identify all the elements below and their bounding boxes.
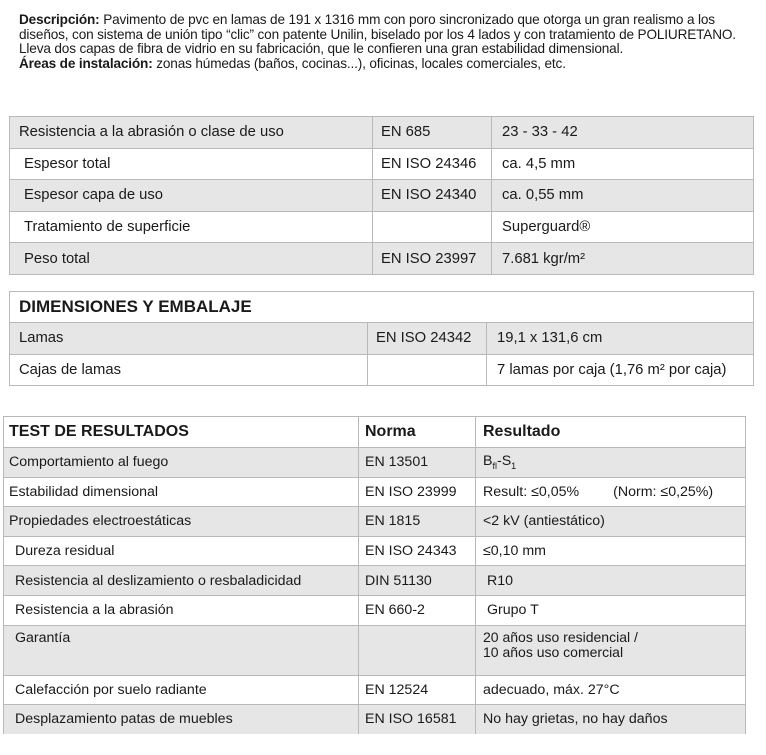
table-row	[4, 566, 746, 596]
description-label: Descripción:	[19, 12, 100, 27]
test-name: Comportamiento al fuego	[4, 448, 359, 478]
spec-value: ca. 4,5 mm	[492, 148, 754, 180]
test-name: Estabilidad dimensional	[4, 477, 359, 507]
packaging-value: 7 lamas por caja (1,76 m² por caja)	[487, 354, 754, 386]
table-row	[4, 595, 746, 625]
test-value: adecuado, máx. 27°C	[476, 675, 746, 705]
test-value: No hay grietas, no hay daños	[476, 705, 746, 734]
test-name: Propiedades electroestáticas	[4, 507, 359, 537]
test-norm	[359, 625, 476, 675]
test-value	[476, 448, 746, 478]
spec-name: Espesor capa de uso	[10, 180, 373, 212]
test-value: Grupo T	[476, 595, 746, 625]
test-header-value: Resultado	[476, 417, 746, 448]
table-row	[10, 323, 754, 355]
spec-value: Superguard®	[492, 211, 754, 243]
test-name: Resistencia al deslizamiento o resbaladicidad	[4, 566, 359, 596]
table-row	[4, 705, 746, 734]
stability-result: Result: ≤0,05%	[483, 483, 580, 500]
table-row	[4, 675, 746, 705]
fire-smoke-sub: 1	[511, 461, 517, 472]
packaging-title: DIMENSIONES Y EMBALAJE	[10, 292, 754, 323]
packaging-norm: EN ISO 24342	[368, 323, 487, 355]
spec-norm: EN ISO 23997	[373, 243, 492, 275]
test-norm: EN 12524	[359, 675, 476, 705]
spec-norm: EN ISO 24346	[373, 148, 492, 180]
test-name: Dureza residual	[4, 536, 359, 566]
test-name: Resistencia a la abrasión	[4, 595, 359, 625]
areas-label: Áreas de instalación:	[19, 55, 153, 71]
packaging-name: Cajas de lamas	[10, 354, 368, 386]
test-header-name: TEST DE RESULTADOS	[4, 417, 359, 448]
table-row	[10, 117, 754, 149]
test-header-norm: Norma	[359, 417, 476, 448]
test-results-table	[3, 416, 746, 734]
test-norm: EN ISO 23999	[359, 477, 476, 507]
table-row	[4, 625, 746, 675]
test-value: <2 kV (antiestático)	[476, 507, 746, 537]
packaging-name: Lamas	[10, 323, 368, 355]
spec-name: Resistencia a la abrasión o clase de uso	[10, 117, 373, 149]
table-row	[10, 211, 754, 243]
table-row	[4, 477, 746, 507]
fire-class: B	[483, 453, 493, 470]
table-header-row	[10, 292, 754, 323]
packaging-table	[9, 291, 754, 386]
spec-name: Tratamiento de superficie	[10, 211, 373, 243]
specs-table	[9, 116, 754, 275]
table-row	[4, 448, 746, 478]
spec-norm: EN 685	[373, 117, 492, 149]
test-value: R10	[476, 566, 746, 596]
test-norm: DIN 51130	[359, 566, 476, 596]
test-norm: EN ISO 16581	[359, 705, 476, 734]
table-row	[10, 243, 754, 275]
packaging-norm	[368, 354, 487, 386]
spec-value: ca. 0,55 mm	[492, 180, 754, 212]
table-row	[4, 536, 746, 566]
table-row	[10, 180, 754, 212]
spec-value: 23 - 33 - 42	[492, 117, 754, 149]
spec-name: Peso total	[10, 243, 373, 275]
warranty-residential: 20 años uso residencial /	[483, 628, 638, 645]
test-value	[476, 477, 746, 507]
table-row	[4, 507, 746, 537]
fire-class-sub: fl	[492, 461, 497, 472]
table-row	[10, 354, 754, 386]
stability-norm-limit: (Norm: ≤0,25%)	[613, 483, 714, 500]
warranty-commercial: 10 años uso comercial	[483, 643, 624, 660]
test-norm: EN 13501	[359, 448, 476, 478]
test-value: ≤0,10 mm	[476, 536, 746, 566]
spec-value: 7.681 kgr/m²	[492, 243, 754, 275]
packaging-value: 19,1 x 131,6 cm	[487, 323, 754, 355]
test-norm: EN ISO 24343	[359, 536, 476, 566]
spec-norm	[373, 211, 492, 243]
test-name: Garantía	[4, 625, 359, 675]
table-header-row	[4, 417, 746, 448]
product-description	[19, 13, 749, 71]
test-name: Calefacción por suelo radiante	[4, 675, 359, 705]
spec-norm: EN ISO 24340	[373, 180, 492, 212]
test-norm: EN 660-2	[359, 595, 476, 625]
description-text: Pavimento de pvc en lamas de 191 x 1316 mm con poro sincronizado que otorga un gran realismo a los diseños, con sistema de unión tipo “clic” con patente Unilin, biselado por los 4 lados y con tratamiento de POLIURETANO. Lleva dos capas de fibra de vidrio en su fabricación, que le confieren una gran estabilidad dimensional.	[19, 12, 736, 57]
table-row	[10, 148, 754, 180]
test-value	[476, 625, 746, 675]
spec-name: Espesor total	[10, 148, 373, 180]
areas-text: zonas húmedas (baños, cocinas...), oficinas, locales comerciales, etc.	[156, 55, 566, 71]
test-norm: EN 1815	[359, 507, 476, 537]
fire-smoke: -S	[496, 453, 512, 470]
test-name: Desplazamiento patas de muebles	[4, 705, 359, 734]
